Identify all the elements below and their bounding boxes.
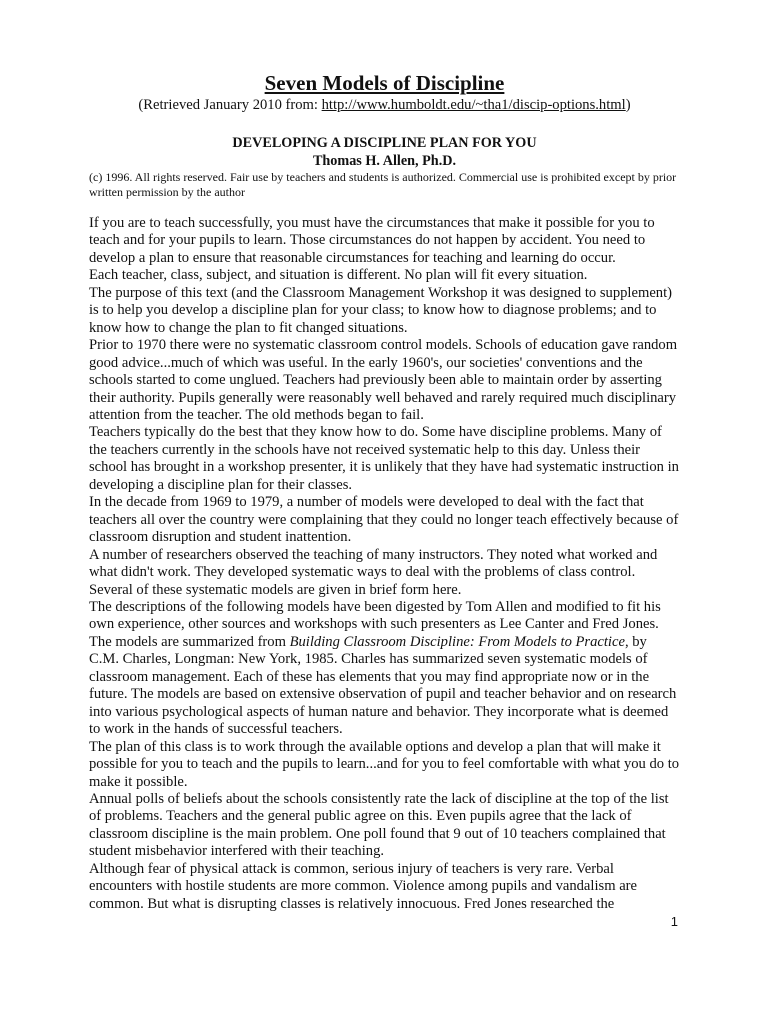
author-line: Thomas H. Allen, Ph.D.	[312, 153, 457, 169]
retrieved-suffix: )	[625, 97, 631, 113]
document-title: Seven Models of Discipline	[264, 71, 505, 95]
models-text-after: , by C.M. Charles, Longman: New York, 1985. Charles has summarized seven systematic models of classroom management. Each of these has elements that you may find appropriate now or in the future. The models are based on extensive observation of pupil and teacher behavior and on research into various psychological aspects of human nature and behavior. They incorporate what is deemed to work in the hands of successful teachers.	[89, 633, 677, 738]
paragraph: Although fear of physical attack is common, serious injury of teachers is very rare. Verbal encounters with hostile students are more common. Violence among pupils and vandalism are common. But what is disrupting classes is relatively innocuous. Fred Jones researched the	[89, 860, 638, 912]
section-heading: DEVELOPING A DISCIPLINE PLAN FOR YOU	[232, 135, 537, 151]
retrieved-line	[89, 96, 680, 115]
paragraph: A number of researchers observed the teaching of many instructors. They noted what worked and what didn't work. They developed systematic ways to deal with the problems of class control. Several of these systematic models are given in brief form here.	[89, 546, 658, 598]
paragraph: Teachers typically do the best that they know how to do. Some have discipline problems. Many of the teachers currently in the schools have not received systematic help to this day. Unless their school has brought in a workshop presenter, it is unlikely that they have had systematic instruction in developing a discipline plan for their classes.	[89, 424, 679, 493]
source-link[interactable]: http://www.humboldt.edu/~tha1/discip-options.html	[321, 97, 626, 113]
page-number: 1	[670, 914, 678, 929]
paragraph: The purpose of this text (and the Classroom Management Workshop it was designed to supplement) is to help you develop a discipline plan for your class; to know how to diagnose problems; and to know how to change the plan to fit changed situations.	[89, 284, 673, 336]
body-text	[89, 215, 680, 913]
copyright-notice: (c) 1996. All rights reserved. Fair use by teachers and students is authorized. Commercial use is prohibited except by prior written permission by the author	[89, 170, 677, 199]
models-text-before: The descriptions of the following models have been digested by Tom Allen and modified to fit his own experience, other sources and workshops with such presenters as Lee Canter and Fred Jones. The models are summarized from	[89, 598, 661, 650]
models-paragraph	[89, 599, 680, 739]
retrieved-prefix: (Retrieved January 2010 from:	[138, 97, 322, 113]
paragraph: In the decade from 1969 to 1979, a number of models were developed to deal with the fact that teachers all over the country were complaining that they could no longer teach effectively because of classroom disruption and student inattention.	[89, 494, 679, 546]
paragraph: The plan of this class is to work through the available options and develop a plan that will make it possible for you to teach and the pupils to learn...and for you to feel comfortable with what you do to make it possible.	[89, 738, 680, 790]
paragraph: Each teacher, class, subject, and situation is different. No plan will fit every situation.	[89, 267, 588, 284]
book-title: Building Classroom Discipline: From Models to Practice	[289, 633, 625, 650]
paragraph: Prior to 1970 there were no systematic classroom control models. Schools of education gave random good advice...much of which was useful. In the early 1960's, our societies' conventions and the schools started to come unglued. Teachers had previously been able to maintain order by asserting their authority. Pupils generally were reasonably well behaved and rarely required much disciplinary attention from the teacher. The old methods began to fail.	[89, 337, 678, 423]
paragraph: Annual polls of beliefs about the schools consistently rate the lack of discipline at the top of the list of problems. Teachers and the general public agree on this. Even pupils agree that the lack of classroom discipline is the main problem. One poll found that 9 out of 10 teachers complained that student misbehavior interfered with their teaching.	[89, 790, 669, 860]
paragraph: If you are to teach successfully, you must have the circumstances that make it possible for you to teach and for your pupils to learn. Those circumstances do not happen by accident. You need to develop a plan to ensure that reasonable circumstances for teaching and learning do occur.	[89, 215, 655, 266]
